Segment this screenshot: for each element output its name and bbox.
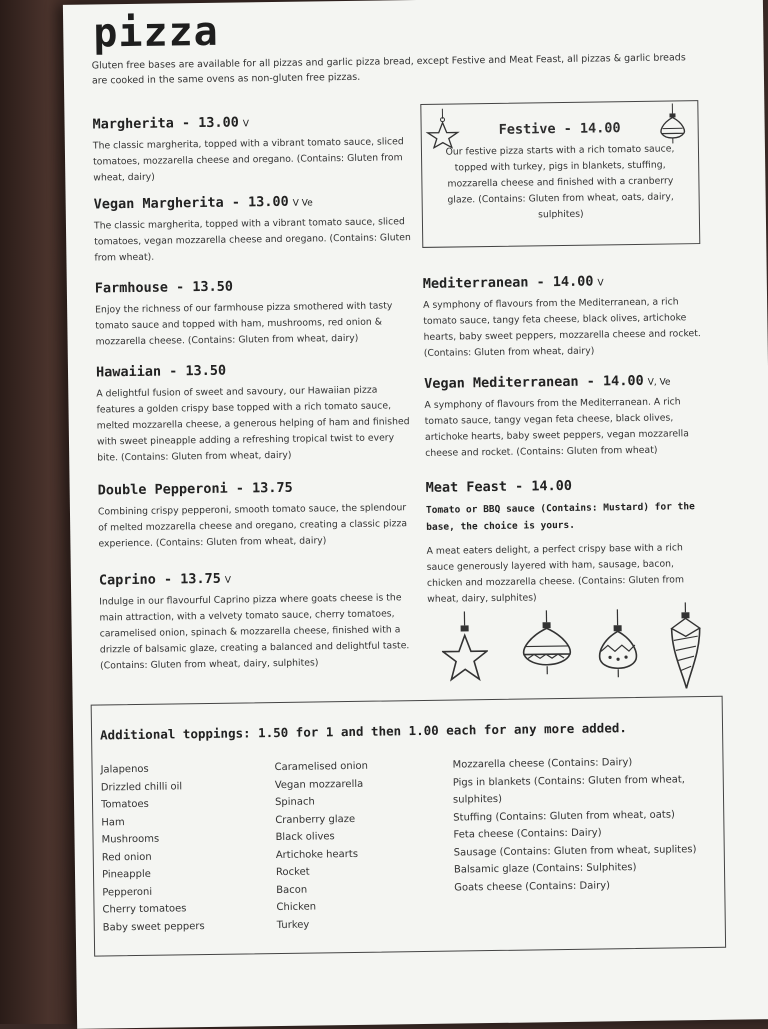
menu-item-vegan-mediterranean — [424, 372, 705, 462]
menu-item-mediterranean — [423, 272, 704, 362]
topping-item: Stuffing (Contains: Gluten from wheat, oats) — [453, 806, 696, 827]
topping-item: Mushrooms — [101, 830, 203, 849]
topping-item: Pigs in blankets (Contains: Gluten from wheat, — [453, 771, 696, 792]
topping-item: Cranberry glaze — [275, 810, 369, 829]
topping-item: Rocket — [276, 863, 370, 882]
topping-item: Ham — [101, 813, 203, 832]
star-ornament-icon — [425, 108, 460, 148]
toppings-column-2 — [274, 758, 370, 934]
festive-special-box — [420, 100, 700, 248]
topping-item: Turkey — [277, 915, 371, 934]
item-description: A meat eaters delight, a perfect crispy base with a rich sauce generously layered with ham, sausage, bacon, chicken and mozzarella cheese. (Contains: Gluten from wheat, dairy, sulphites) — [426, 540, 707, 608]
festive-description: Our festive pizza starts with a rich tomato sauce, topped with turkey, pigs in blankets, stuffing, mozzarella cheese and finished with a cranberry glaze. (Contains: Gluten from wheat, oats, dairy, sulphites) — [422, 135, 699, 225]
item-description: A symphony of flavours from the Mediterranean. A rich tomato sauce, tangy vegan feta cheese, black olives, artichoke hearts, baby sweet peppers, vegan mozzarella cheese and rocket. (Contains: Gluten from wheat) — [424, 394, 705, 462]
toppings-column-1 — [100, 760, 204, 936]
menu-item-hawaiian — [96, 360, 417, 466]
topping-item: Bacon — [276, 880, 370, 899]
item-name: Double Pepperoni - 13.75 — [98, 480, 293, 499]
menu-item-meat-feast — [426, 476, 708, 608]
topping-item: Caramelised onion — [274, 758, 368, 777]
topping-item: Pineapple — [102, 865, 204, 884]
topping-item: Sausage (Contains: Gluten from wheat, suplites) — [454, 841, 697, 862]
topping-item: Goats cheese (Contains: Dairy) — [454, 876, 697, 897]
menu-item-caprino — [99, 568, 420, 674]
topping-item: Vegan mozzarella — [275, 775, 369, 794]
item-tags: V — [243, 119, 249, 129]
topping-item: Tomatoes — [101, 795, 203, 814]
menu-item-vegan-margherita — [94, 192, 415, 266]
topping-item: Baby sweet peppers — [103, 918, 205, 937]
item-description: The classic margherita, topped with a vibrant tomato sauce, sliced tomatoes, vegan mozzarella cheese and oregano. (Contains: Gluten from wheat). — [94, 214, 415, 266]
item-description: A symphony of flavours from the Mediterranean, a rich tomato sauce, tangy feta cheese, black olives, artichoke hearts, baby sweet peppers, mozzarella cheese and rocket. (Contains: Gluten from wheat, dairy) — [423, 294, 704, 362]
item-name: Hawaiian - 13.50 — [96, 363, 226, 381]
topping-item: Spinach — [275, 793, 369, 812]
menu-item-margherita — [92, 112, 413, 186]
intro-text: Gluten free bases are available for all pizzas and garlic pizza bread, except Festive and Meat Feast, all pizzas & garlic breads are cooked in the same ovens as non-gluten free pizzas. — [92, 50, 692, 88]
meat-feast-sauce-note: Tomato or BBQ sauce (Contains: Mustard) for the base, the choice is yours. — [426, 498, 706, 536]
item-tags: V — [597, 278, 603, 288]
bauble-ornament-icon — [657, 103, 688, 145]
item-tags: V, Ve — [648, 377, 671, 387]
menu-page — [63, 0, 768, 1029]
menu-item-farmhouse — [95, 276, 416, 350]
item-description: A delightful fusion of sweet and savoury, our Hawaiian pizza features a golden crispy base topped with a rich tomato sauce, melted mozzarella cheese, a generous helping of ham and finished with sweet pineapple adding a refreshing tropical twist to every bite. (Contains: Gluten from wheat, dairy) — [96, 382, 417, 466]
item-name: Margherita - 13.00 — [92, 114, 239, 132]
item-name: Vegan Margherita - 13.00 — [94, 194, 289, 213]
topping-item: Cherry tomatoes — [102, 900, 204, 919]
topping-item: Balsamic glaze (Contains: Sulphites) — [454, 858, 697, 879]
bauble-ornament-icon — [595, 609, 640, 686]
topping-item: Mozzarella cheese (Contains: Dairy) — [452, 753, 695, 774]
festive-name: Festive - 14.00 — [422, 119, 698, 139]
topping-item: Black olives — [275, 828, 369, 847]
page-title: pizza — [93, 9, 219, 57]
topping-item: Drizzled chilli oil — [101, 778, 203, 797]
toppings-column-3 — [452, 753, 697, 896]
item-description: Combining crispy pepperoni, smooth tomato sauce, the splendour of melted mozzarella cheese and oregano, creating a classic pizza experience. (Contains: Gluten from wheat, dairy) — [98, 500, 419, 552]
topping-item: Pepperoni — [102, 883, 204, 902]
item-description: The classic margherita, topped with a vibrant tomato sauce, sliced tomatoes, mozzarella cheese and oregano. (Contains: Gluten from wheat, dairy) — [93, 134, 414, 186]
menu-item-double-pepperoni — [98, 478, 419, 552]
item-tags: V — [225, 576, 231, 586]
item-description: Indulge in our flavourful Caprino pizza where goats cheese is the main attraction, with a velvety tomato sauce, cherry tomatoes, caramelised onion, spinach & mozzarella cheese, finished with a drizzle of balsamic glaze, creating a balanced and delightful taste. (Contains: Gluten from wheat, dairy, sulphites) — [99, 590, 420, 674]
item-tags: V Ve — [293, 198, 313, 208]
item-name: Meat Feast - 14.00 — [426, 476, 706, 496]
item-name: Farmhouse - 13.50 — [95, 279, 233, 297]
toppings-header: Additional toppings: 1.50 for 1 and then 1.00 each for any more added. — [100, 720, 627, 742]
topping-item: Feta cheese (Contains: Dairy) — [453, 823, 696, 844]
topping-item: Artichoke hearts — [276, 845, 370, 864]
item-description: Enjoy the richness of our farmhouse pizza smothered with tasty tomato sauce and topped with ham, mushrooms, red onion & mozzarella cheese. (Contains: Gluten from wheat, dairy) — [95, 298, 416, 350]
topping-item: Jalapenos — [100, 760, 202, 779]
bauble-ornament-icon — [519, 610, 574, 681]
star-ornament-icon — [441, 611, 488, 692]
additional-toppings-box — [91, 696, 726, 957]
topping-item: sulphites) — [453, 788, 696, 809]
item-name: Vegan Mediterranean - 14.00 — [424, 373, 644, 392]
item-name: Caprino - 13.75 — [99, 571, 221, 589]
icicle-ornament-icon — [665, 602, 706, 691]
topping-item: Red onion — [102, 848, 204, 867]
item-name: Mediterranean - 14.00 — [423, 274, 594, 292]
topping-item: Chicken — [276, 898, 370, 917]
